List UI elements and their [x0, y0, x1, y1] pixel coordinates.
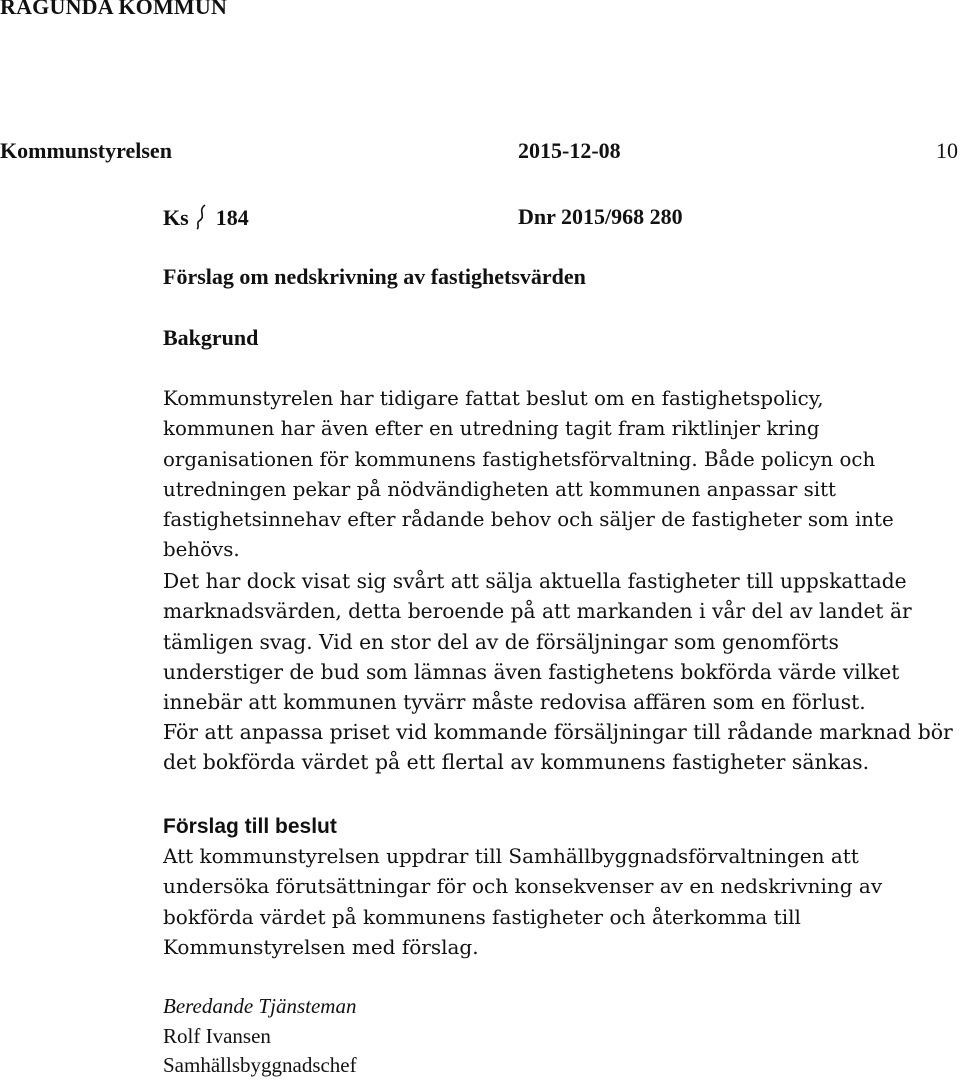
- text-line: marknadsvärden, detta beroende på att markanden i vår del av landet är: [163, 599, 912, 624]
- text-line: Kommunstyrelsen med förslag.: [163, 934, 479, 959]
- text-line: undersöka förutsättningar för och konsekvenser av en nedskrivning av: [163, 874, 883, 899]
- case-number: 184: [215, 205, 249, 230]
- text-line: kommunen har även efter en utredning tagit fram riktlinjer kring: [163, 417, 820, 441]
- diary-number: Dnr 2015/968 280: [518, 204, 683, 229]
- text-line: Det har dock visat sig svårt att sälja aktuella fastigheter till uppskattade: [163, 569, 907, 593]
- meeting-date: 2015-12-08: [518, 138, 621, 163]
- text-line: bokförda värdet på kommunens fastigheter och återkomma till: [163, 904, 801, 929]
- text-line: understiger de bud som lämnas även fastighetens bokförda värde vilket: [163, 659, 900, 684]
- text-line: utredningen pekar på nödvändigheten att kommunen anpassar sitt: [163, 477, 836, 501]
- section-sign-icon: [194, 205, 216, 230]
- organization-name: RAGUNDA KOMMUN: [0, 0, 228, 19]
- text-line: Kommunstyrelen har tidigare fattat beslut om en fastighetspolicy,: [163, 387, 824, 410]
- signature-role: Beredande Tjänsteman: [163, 994, 357, 1018]
- signature-title: Samhällsbyggnadschef: [163, 1053, 357, 1077]
- text-line: fastighetsinnehav efter rådande behov och säljer de fastigheter som inte: [163, 508, 894, 532]
- proposal-heading: Förslag till beslut: [163, 815, 337, 838]
- signature-name: Rolf Ivansen: [163, 1024, 271, 1048]
- text-line: Att kommunstyrelsen uppdrar till Samhällbyggnadsförvaltningen att: [163, 844, 859, 868]
- background-paragraph-1: [163, 384, 960, 566]
- text-line: tämligen svag. Vid en stor del av de försäljningar som genomförts: [163, 629, 839, 654]
- background-paragraph-2: [163, 566, 960, 717]
- proposal-paragraph: [163, 841, 960, 962]
- background-heading: Bakgrund: [163, 325, 259, 350]
- text-line: För att anpassa priset vid kommande försäljningar till rådande marknad bör: [163, 720, 953, 744]
- text-line: innebär att kommunen tyvärr måste redovisa affären som en förlust.: [163, 690, 866, 715]
- document-subject: Förslag om nedskrivning av fastighetsvärden: [163, 264, 586, 289]
- page-number: 10: [936, 138, 958, 163]
- case-prefix: Ks: [163, 205, 189, 230]
- text-line: det bokförda värdet på ett flertal av kommunens fastigheter sänkas.: [163, 750, 870, 775]
- case-paragraph: [163, 204, 249, 231]
- text-line: behövs.: [163, 538, 240, 562]
- committee-name: Kommunstyrelsen: [0, 138, 172, 163]
- text-line: organisationen för kommunens fastighetsförvaltning. Både policyn och: [163, 447, 876, 471]
- background-paragraph-3: [163, 717, 960, 778]
